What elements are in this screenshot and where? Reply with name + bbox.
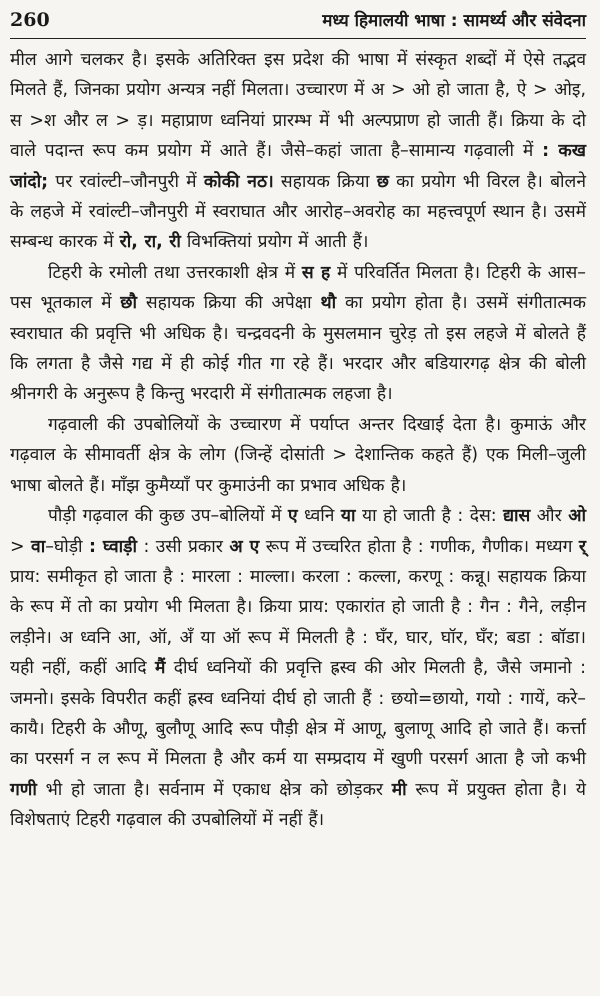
paragraph-1: मील आगे चलकर है। इसके अतिरिक्त इस प्रदेश की भाषा में संस्कृत शब्दों में ऐसे तद्भव मिलते हैं, जिनका प्रयोग अन्यत्र नहीं मिलता। उच्चारण में अ > ओ हो जाता है, ऐ > ओइ, स >श और ल > ड़। महाप्राण ध्वनियां प्रारम्भ में भी अल्पप्राण हो जाती हैं। क्रिया के दो वाले पदान्त रूप कम प्रयोग में आते हैं। जैसे–कहां जाता है–सामान्य गढ़वाली में : कख जांदो; पर रवांल्टी–जौनपुरी में कोकी नठ। सहायक क्रिया छ का प्रयोग भी विरल है। बोलने के लहजे में रवांल्टी–जौनपुरी में स्वराघात और आरोह–अवरोह का महत्त्वपूर्ण स्थान है। उसमें सम्बन्ध कारक में रो, रा, री विभक्तियां प्रयोग में आती हैं।	[10, 50, 586, 253]
running-title: मध्य हिमालयी भाषा : सामर्थ्य और संवेदना	[322, 11, 586, 31]
paragraph-4: पौड़ी गढ़वाल की कुछ उप–बोलियों में ए ध्वनि या या हो जाती है : देस: द्यास और ओ > वा–घोड़ी : घ्वाड़ी : उसी प्रकार अ ए रूप में उच्चरित होता है : गणीक, गैणीक। मध्यग र् प्राय: समीकृत हो जाता है : मारला : माल्ला। करला : कल्ला, करणू : कन्नू। सहायक क्रिया के रूप में तो का प्रयोग भी मिलता है। क्रिया प्राय: एकारांत हो जाती है : गैन : गैने, लड़ीन लड़ीने। अ ध्वनि आ, ऑ, अँ या ऑ रूप में मिलती है : घँर, घार, घॉर, घँर; बडा : बॉडा। यही नहीं, कहीं आदि मैं दीर्घ ध्वनियों की प्रवृत्ति ह्रस्व की ओर मिलती है, जैसे जमानो : जमनो। इसके विपरीत कहीं ह्रस्व ध्वनियां दीर्घ हो जाती हैं : छयो=छायो, गयो : गायें, करे–कायै। टिहरी के औणू, बुलौणू आदि रूप पौड़ी क्षेत्र में आणू, बुलाणू आदि हो जाते हैं। कर्त्ता का परसर्ग न ल रूप में मिलता है और कर्म या सम्प्रदाय में खुणी परसर्ग आता है जो कभी गणी भी हो जाता है। सर्वनाम में एकाध क्षेत्र को छोड़कर मी रूप में प्रयुक्त होता है। ये विशेषताएं टिहरी गढ़वाल की उपबोलियों में नहीं हैं।	[10, 506, 586, 831]
page-number: 260	[10, 9, 50, 31]
paragraph-2: टिहरी के रमोली तथा उत्तरकाशी क्षेत्र में स ह में परिवर्तित मिलता है। टिहरी के आस–पस भूतकाल में छौ सहायक क्रिया की अपेक्षा थौ का प्रयोग होता है। उसमें संगीतात्मक स्वराघात की प्रवृत्ति भी अधिक है। चन्द्रवदनी के मुसलमान चुरेड़ तो इस लहजे में बोलते हैं कि लगता है जैसे गद्य में ही कोई गीत गा रहे हैं। भरदार और बडियारगढ़ क्षेत्र की बोली श्रीनगरी के अनुरूप है किन्तु भरदारी में संगीतात्मक लहजा है।	[10, 262, 587, 405]
paragraph-3: गढ़वाली की उपबोलियों के उच्चारण में पर्याप्त अन्तर दिखाई देता है। कुमाऊं और गढ़वाल के सीमावर्ती क्षेत्र के लोग (जिन्हें दोसांती > देशान्तिक कहते हैं) एक मिली–जुली भाषा बोलते हैं। माँझ कुमैय्याँ पर कुमाउंनी का प्रभाव अधिक है।	[10, 414, 586, 496]
page-header	[10, 8, 586, 39]
